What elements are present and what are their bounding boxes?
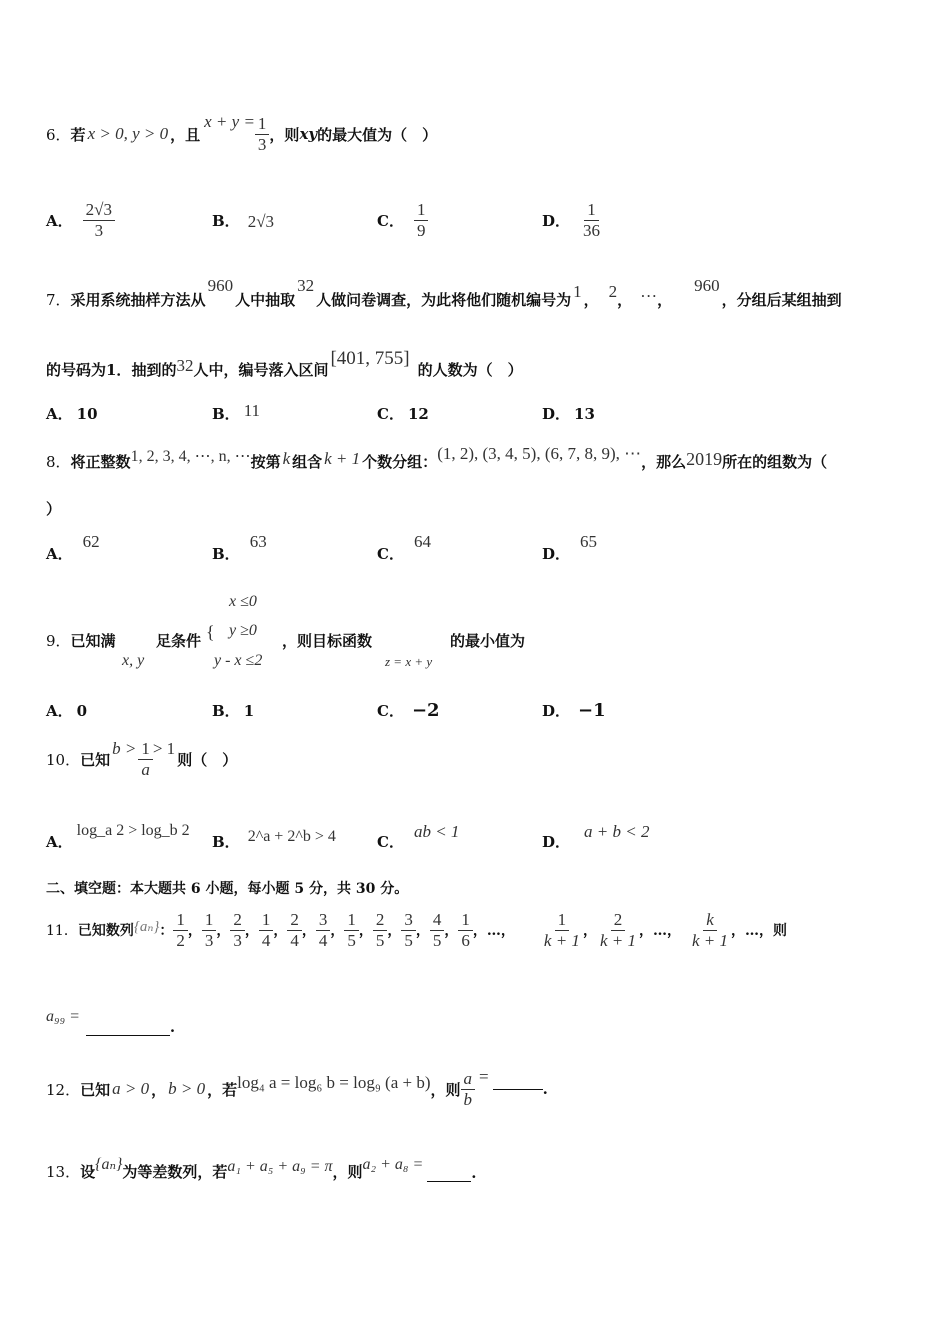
q6-option-c-num: 1 [414, 200, 429, 221]
q11-fraction-item [430, 910, 445, 950]
q8-option-b-label: B． [212, 545, 240, 563]
q10-text-2: 则（ ） [177, 750, 238, 769]
q11-fraction-separator: ， [415, 923, 430, 939]
q8-option-c-value: 64 [413, 532, 431, 551]
q11-fraction-separator: ， [387, 923, 402, 939]
q7-dots: … [640, 282, 658, 301]
q9-option-b[interactable] [212, 700, 254, 721]
q11-fraction-den: 2 [176, 930, 185, 950]
q12-period: . [542, 1080, 548, 1098]
q6-option-a-num: 2√3 [83, 200, 115, 221]
q11-period: . [169, 1018, 176, 1036]
q13-period: . [471, 1164, 477, 1182]
q12-equation: log₄ a = log₆ b = log₉ (a + b) [237, 1073, 431, 1092]
q11-fraction-num: 3 [316, 910, 331, 931]
q6-option-b-label: B． [212, 211, 240, 230]
q7-32: 32 [297, 276, 315, 295]
q6-condition: x > 0, y > 0 [87, 124, 169, 143]
q12-comma: ， [151, 1080, 167, 1099]
q11-fraction-item [316, 910, 331, 950]
q11-fraction-den: 5 [375, 930, 385, 950]
q11-fraction-num: 1 [344, 910, 359, 931]
q7-line2-text-2: 人中，编号落入区间 [193, 361, 329, 379]
q11-fraction-den: 6 [461, 930, 470, 950]
q9-brace: { [206, 622, 215, 642]
q11-fraction-separator: ， [330, 923, 345, 939]
q11-fraction-item [401, 910, 416, 950]
q7-960: 960 [207, 276, 234, 295]
q11-f1-num: 1 [555, 910, 570, 931]
q11-fraction-num: 1 [173, 910, 188, 931]
q8-text-6: 所在的组数为（ [722, 453, 828, 471]
q9-vars: x, y [122, 652, 145, 669]
q11-f3-den: k + 1 [691, 930, 728, 950]
q11-fraction-separator: ， [301, 923, 316, 939]
q11-fraction-den: 4 [318, 930, 328, 950]
q9-option-a[interactable] [46, 700, 87, 721]
q10-frac-num: 1 [138, 739, 153, 760]
q7-text-3: 人做问卷调查，为此将他们随机编号为 [316, 291, 572, 309]
q10-option-a[interactable] [46, 816, 190, 852]
q6-option-b[interactable] [212, 190, 274, 250]
q9-option-d-value: −1 [578, 700, 606, 721]
q6-option-d-num: 1 [584, 200, 599, 221]
q11-text-1: 已知数列 [77, 923, 134, 939]
q7-line-2 [46, 340, 523, 380]
q7-comma-2: ， [617, 291, 633, 309]
q8-option-a-label: A． [46, 545, 73, 563]
q13-ask: a₂ + a₈ = [362, 1156, 424, 1173]
q11-f1-den: k + 1 [543, 930, 580, 950]
q6-line [46, 104, 437, 164]
q7-n2: 2 [608, 282, 618, 301]
q7-option-a[interactable] [46, 403, 98, 424]
q11-frac-2-over-k1 [597, 910, 639, 950]
q12-cond-1: a > 0 [112, 1079, 150, 1098]
q11-line-1 [46, 900, 787, 960]
q9-cond-2: y ≥0 [229, 622, 257, 639]
q7-option-d[interactable] [542, 403, 595, 424]
q6-text-2: ，且 [170, 125, 201, 144]
q7-line-1 [46, 266, 842, 312]
q7-interval: [401, 755] [330, 348, 410, 369]
q8-text-4: 个数分组： [362, 453, 438, 471]
q6-option-d-den: 36 [583, 220, 601, 240]
q11-f3-num: k [703, 910, 717, 931]
q11-fraction-den: 5 [347, 930, 356, 950]
q9-option-c-value: −2 [411, 700, 440, 721]
q9-text-3: ，则目标函数 [282, 632, 373, 650]
q7-number: 7． [46, 291, 71, 309]
q7-line2-32: 32 [176, 356, 194, 375]
q11-fraction-list [173, 910, 473, 950]
q8-number: 8． [46, 453, 71, 471]
q6-option-c-frac [414, 200, 429, 240]
q8-option-a-value: 62 [82, 532, 100, 551]
q13-equation: a₁ + a₅ + a₉ = π [227, 1158, 333, 1175]
q8-option-c-label: C． [377, 545, 404, 563]
q10-line [46, 734, 237, 784]
q8-line-2: ） [46, 500, 62, 518]
q6-option-c-label: C． [377, 211, 404, 230]
q12-frac-den: b [463, 1089, 472, 1109]
q7-line2-text-3: 的人数为（ ） [417, 361, 523, 379]
q11-fraction-item [287, 910, 302, 950]
q11-fraction-separator: ， [216, 923, 231, 939]
q7-line2-text-1: 的号码为1．抽到的 [46, 361, 177, 379]
q8-option-b[interactable] [212, 532, 267, 564]
q9-option-b-label: B． [212, 702, 240, 720]
q6-option-a-label: A． [46, 211, 73, 230]
q11-fraction-den: 3 [204, 930, 214, 950]
q11-fraction-separator: ， [444, 923, 459, 939]
q11-fraction-item [230, 910, 245, 950]
q13-text-1: 设 [80, 1163, 96, 1181]
q13-text-2: 为等差数列，若 [122, 1163, 228, 1181]
q11-f2-den: k + 1 [599, 930, 636, 950]
q8-option-a[interactable] [46, 532, 100, 564]
q11-f2-num: 2 [611, 910, 626, 931]
q11-number: 11． [46, 923, 78, 939]
q11-comma-a: ， [582, 923, 597, 939]
q12-text-1: 已知 [80, 1080, 111, 1099]
q6-option-c-den: 9 [416, 220, 426, 240]
q6-text-3: ，则 [269, 125, 300, 144]
q7-option-d-label: D． [542, 405, 571, 423]
q12-fraction [461, 1069, 476, 1109]
q10-option-c-value: ab < 1 [413, 822, 460, 841]
q11-fraction-item [344, 910, 359, 950]
q10-number: 10． [46, 750, 81, 769]
q8-k: k [282, 449, 291, 468]
q11-fraction-separator: ， [244, 923, 259, 939]
q12-text-3: ，则 [430, 1080, 461, 1099]
q13-number: 13． [46, 1163, 81, 1181]
q8-year: 2019 [686, 449, 723, 469]
q7-option-a-label: A． [46, 405, 73, 423]
q9-text-2: 足条件 [156, 632, 202, 650]
q10-option-a-label: A． [46, 833, 73, 851]
q7-comma-3: ， [657, 291, 673, 309]
q7-text-2: 人中抽取 [235, 291, 296, 309]
q6-option-d[interactable] [542, 190, 603, 250]
q10-option-b-label: B． [212, 833, 240, 851]
q11-fraction-num: 2 [373, 910, 388, 931]
q7-comma-1: ， [583, 291, 599, 309]
q11-fraction-separator: ， [187, 923, 202, 939]
section-2-heading: 二、填空题：本大题共 6 小题，每小题 5 分，共 30 分。 [46, 881, 409, 897]
q10-option-c[interactable] [377, 816, 459, 852]
q8-option-c[interactable] [377, 532, 431, 564]
q6-option-a[interactable] [46, 190, 115, 250]
q12-frac-num: a [461, 1069, 476, 1090]
q11-fraction-num: 1 [458, 910, 473, 931]
q11-fraction-num: 3 [401, 910, 416, 931]
q11-answer-blank[interactable] [86, 1035, 170, 1036]
q6-option-d-frac [580, 200, 603, 240]
q10-frac-den: a [141, 759, 150, 779]
q7-option-c-label: C． [377, 405, 404, 423]
q11-fraction-item [259, 910, 274, 950]
q9-cond-3: y - x ≤2 [214, 652, 263, 669]
q10-option-b-value: 2^a + 2^b > 4 [247, 828, 336, 845]
q7-text-4: ，分组后某组抽到 [721, 291, 842, 309]
q7-option-b-value: 11 [243, 401, 261, 420]
q9-option-c[interactable] [377, 700, 440, 721]
q11-fraction-den: 5 [404, 930, 413, 950]
q7-option-c[interactable] [377, 403, 429, 424]
q8-option-d[interactable] [542, 532, 597, 564]
q11-tail: ，…，则 [731, 923, 787, 939]
q6-xy: xy [299, 125, 318, 143]
q9-option-d-label: D． [542, 702, 571, 720]
q10-rhs: > 1 [152, 739, 176, 758]
q11-fraction-item [458, 910, 473, 950]
q8-text-3: 组含 [292, 453, 323, 471]
q11-fraction-item [373, 910, 388, 950]
q11-seq-name: {aₙ} [133, 918, 160, 935]
q8-option-b-value: 63 [249, 532, 267, 551]
q11-fraction-item [173, 910, 188, 950]
q9-option-a-label: A． [46, 702, 73, 720]
q10-option-b[interactable] [212, 816, 336, 852]
q8-option-d-value: 65 [580, 532, 598, 551]
q6-fraction [255, 114, 270, 154]
q6-number: 6． [46, 125, 71, 144]
q7-option-d-value: 13 [574, 405, 595, 423]
q7-option-b-label: B． [212, 405, 240, 423]
q7-option-c-value: 12 [407, 405, 429, 423]
q6-option-c[interactable] [377, 190, 428, 250]
q6-frac-den: 3 [257, 134, 267, 154]
q11-comma-b: ，…， [638, 923, 681, 939]
q6-option-b-value: 2√3 [247, 212, 275, 231]
q11-fraction-num: 2 [287, 910, 302, 931]
q11-frac-1-over-k1 [541, 910, 583, 950]
q8-option-d-label: D． [542, 545, 571, 563]
q13-seq: {aₙ} [95, 1156, 123, 1173]
q6-option-a-den: 3 [94, 220, 104, 240]
q12-line [46, 1062, 548, 1116]
q13-text-3: ，则 [332, 1163, 363, 1181]
q8-text-1: 将正整数 [70, 453, 131, 471]
q7-option-a-value: 10 [76, 405, 98, 423]
q12-answer-blank[interactable] [493, 1089, 543, 1090]
q9-text-1: 已知满 [70, 632, 116, 650]
q12-number: 12． [46, 1080, 81, 1099]
q7-960b: 960 [694, 276, 720, 295]
q13-line [46, 1142, 476, 1182]
q10-fraction [138, 739, 153, 779]
q11-fraction-separator: ， [273, 923, 288, 939]
q7-text-1: 采用系统抽样方法从 [70, 291, 206, 309]
q10-option-d-value: a + b < 2 [584, 822, 650, 841]
q7-n1: 1 [573, 282, 582, 301]
q10-option-d[interactable] [542, 816, 649, 852]
q12-cond-2: b > 0 [168, 1079, 206, 1098]
q10-lhs: b > [112, 739, 137, 758]
q12-text-2: ，若 [207, 1080, 238, 1099]
q11-fraction-den: 3 [233, 930, 242, 950]
q12-equals: = [479, 1067, 489, 1086]
q11-fraction-item [202, 910, 217, 950]
q8-text-2: 按第 [250, 453, 281, 471]
q11-dots: ，…， [472, 923, 515, 939]
q11-fraction-separator: ， [358, 923, 373, 939]
q9-text-4: 的最小值为 [450, 632, 526, 650]
q13-answer-blank[interactable] [427, 1181, 471, 1182]
q8-k1: k + 1 [324, 449, 361, 468]
q9-cond-1: x ≤0 [229, 593, 257, 610]
q11-colon: ： [159, 923, 174, 939]
q10-option-c-label: C． [377, 833, 404, 851]
q9-number: 9． [46, 632, 71, 650]
q8-groups: (1, 2), (3, 4, 5), (6, 7, 8, 9), ⋯ [437, 444, 642, 463]
q8-text-5: ，那么 [641, 453, 687, 471]
q11-fraction-den: 4 [261, 930, 271, 950]
q11-fraction-num: 4 [430, 910, 445, 931]
q6-text-1: 若 [70, 125, 86, 144]
q7-option-b[interactable] [212, 403, 260, 424]
q9-option-b-value: 1 [243, 702, 255, 720]
q9-option-a-value: 0 [76, 702, 88, 720]
q11-fraction-den: 4 [290, 930, 299, 950]
q6-option-d-label: D． [542, 211, 571, 230]
q11-a99: a₉₉ = [46, 1008, 80, 1025]
q6-frac-num: 1 [255, 114, 270, 135]
q9-option-c-label: C． [377, 702, 404, 720]
q11-fraction-num: 1 [259, 910, 274, 931]
q11-fraction-num: 1 [202, 910, 217, 931]
q11-fraction-den: 5 [432, 930, 442, 950]
q8-line-1 [46, 436, 827, 472]
q11-frac-k-over-k1 [689, 910, 731, 950]
q6-text-4: 的最大值为（ ） [317, 125, 438, 144]
q9-objective: z = x + y [385, 654, 433, 669]
q9-number-text [46, 630, 116, 651]
q10-option-d-label: D． [542, 833, 571, 851]
q6-eq-lhs: x + y = [204, 112, 255, 131]
q11-fraction-num: 2 [230, 910, 245, 931]
q10-text-1: 已知 [80, 750, 111, 769]
q6-option-a-frac [83, 200, 115, 240]
q8-sequence: 1, 2, 3, 4, ⋯, n, ⋯ [130, 448, 251, 465]
q11-line-2 [46, 1000, 175, 1036]
q9-option-d[interactable] [542, 700, 606, 721]
q10-option-a-value: log_a 2 > log_b 2 [76, 822, 190, 839]
